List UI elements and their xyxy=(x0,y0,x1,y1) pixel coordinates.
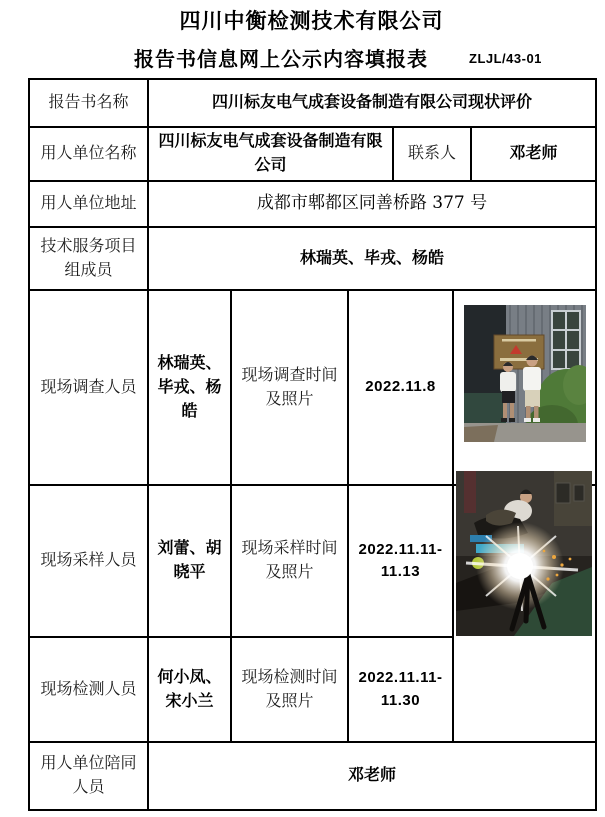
project-team-label-line2: 组成员 xyxy=(64,261,113,279)
sampling-date-line2: 11.13 xyxy=(380,563,421,580)
sampling-personnel-names xyxy=(148,485,231,637)
employer-name-value xyxy=(148,127,393,181)
form-code: ZLJL/43-01 xyxy=(469,51,542,66)
survey-personnel-label: 现场调查人员 xyxy=(29,290,148,485)
row-employer-name xyxy=(29,127,596,181)
employer-name-label: 用人单位名称 xyxy=(29,127,148,181)
accompany-value: 邓老师 xyxy=(148,742,596,810)
testing-date-line2: 11.30 xyxy=(380,691,421,709)
survey-photo xyxy=(464,305,586,442)
sampling-date-line1: 2022.11.11- xyxy=(358,540,443,558)
project-team-value: 林瑞英、毕戎、杨皓 xyxy=(148,227,596,290)
employer-name-line1: 四川标友电气成套设备制造有限 xyxy=(158,133,383,150)
sampling-photo-cell xyxy=(453,485,596,742)
survey-names-line2: 毕戎、杨 xyxy=(157,378,222,396)
accompany-label-line1: 用人单位陪同 xyxy=(40,755,137,772)
accompany-label-line2: 人员 xyxy=(72,779,105,796)
employer-address-label: 用人单位地址 xyxy=(29,181,148,227)
row-site-survey xyxy=(29,290,596,485)
testing-date xyxy=(348,637,453,742)
row-project-team xyxy=(29,227,596,290)
report-name-value: 四川标友电气成套设备制造有限公司现状评价 xyxy=(148,79,596,127)
survey-personnel-names xyxy=(148,290,231,485)
testing-personnel-names xyxy=(148,637,231,742)
form-title: 报告书信息网上公示内容填报表 xyxy=(134,49,428,71)
employer-address-value: 成都市郫都区同善桥路 377 号 xyxy=(148,181,596,227)
testing-time-label xyxy=(231,637,348,742)
row-site-sampling xyxy=(29,485,596,637)
survey-names-line3: 皓 xyxy=(181,402,198,420)
sampling-time-label-line1: 现场采样时间 xyxy=(241,540,338,557)
contact-label: 联系人 xyxy=(393,127,471,181)
report-name-label: 报告书名称 xyxy=(29,79,148,127)
testing-names-line2: 宋小兰 xyxy=(165,692,214,710)
testing-names-line1: 何小凤、 xyxy=(157,668,222,686)
testing-time-label-line1: 现场检测时间 xyxy=(241,668,338,686)
row-report-name xyxy=(29,79,596,127)
survey-names-line1: 林瑞英、 xyxy=(157,354,222,372)
project-team-label-line1: 技术服务项目 xyxy=(40,237,137,255)
sampling-photo-frame xyxy=(456,471,592,636)
row-accompany xyxy=(29,742,596,810)
testing-personnel-label: 现场检测人员 xyxy=(29,637,148,742)
contact-value: 邓老师 xyxy=(471,127,596,181)
survey-time-label-line2: 及照片 xyxy=(265,390,314,408)
sampling-names-line1: 刘蕾、胡 xyxy=(157,540,222,557)
testing-time-label-line2: 及照片 xyxy=(265,692,314,710)
row-employer-address xyxy=(29,181,596,227)
sampling-time-label-line2: 及照片 xyxy=(265,564,314,581)
survey-time-label-line1: 现场调查时间 xyxy=(241,366,338,384)
survey-date: 2022.11.8 xyxy=(348,290,453,485)
sampling-date xyxy=(348,485,453,637)
sampling-names-line2: 晓平 xyxy=(173,564,206,581)
sampling-time-label xyxy=(231,485,348,637)
survey-time-label xyxy=(231,290,348,485)
survey-photo-cell xyxy=(453,290,596,485)
sampling-photo xyxy=(456,471,592,636)
accompany-label xyxy=(29,742,148,810)
company-title: 四川中衡检测技术有限公司 xyxy=(179,10,444,33)
report-info-table xyxy=(28,78,597,811)
project-team-label xyxy=(29,227,148,290)
testing-date-line1: 2022.11.11- xyxy=(358,669,443,686)
sampling-personnel-label: 现场采样人员 xyxy=(29,485,148,637)
employer-name-line2: 公司 xyxy=(254,157,287,174)
